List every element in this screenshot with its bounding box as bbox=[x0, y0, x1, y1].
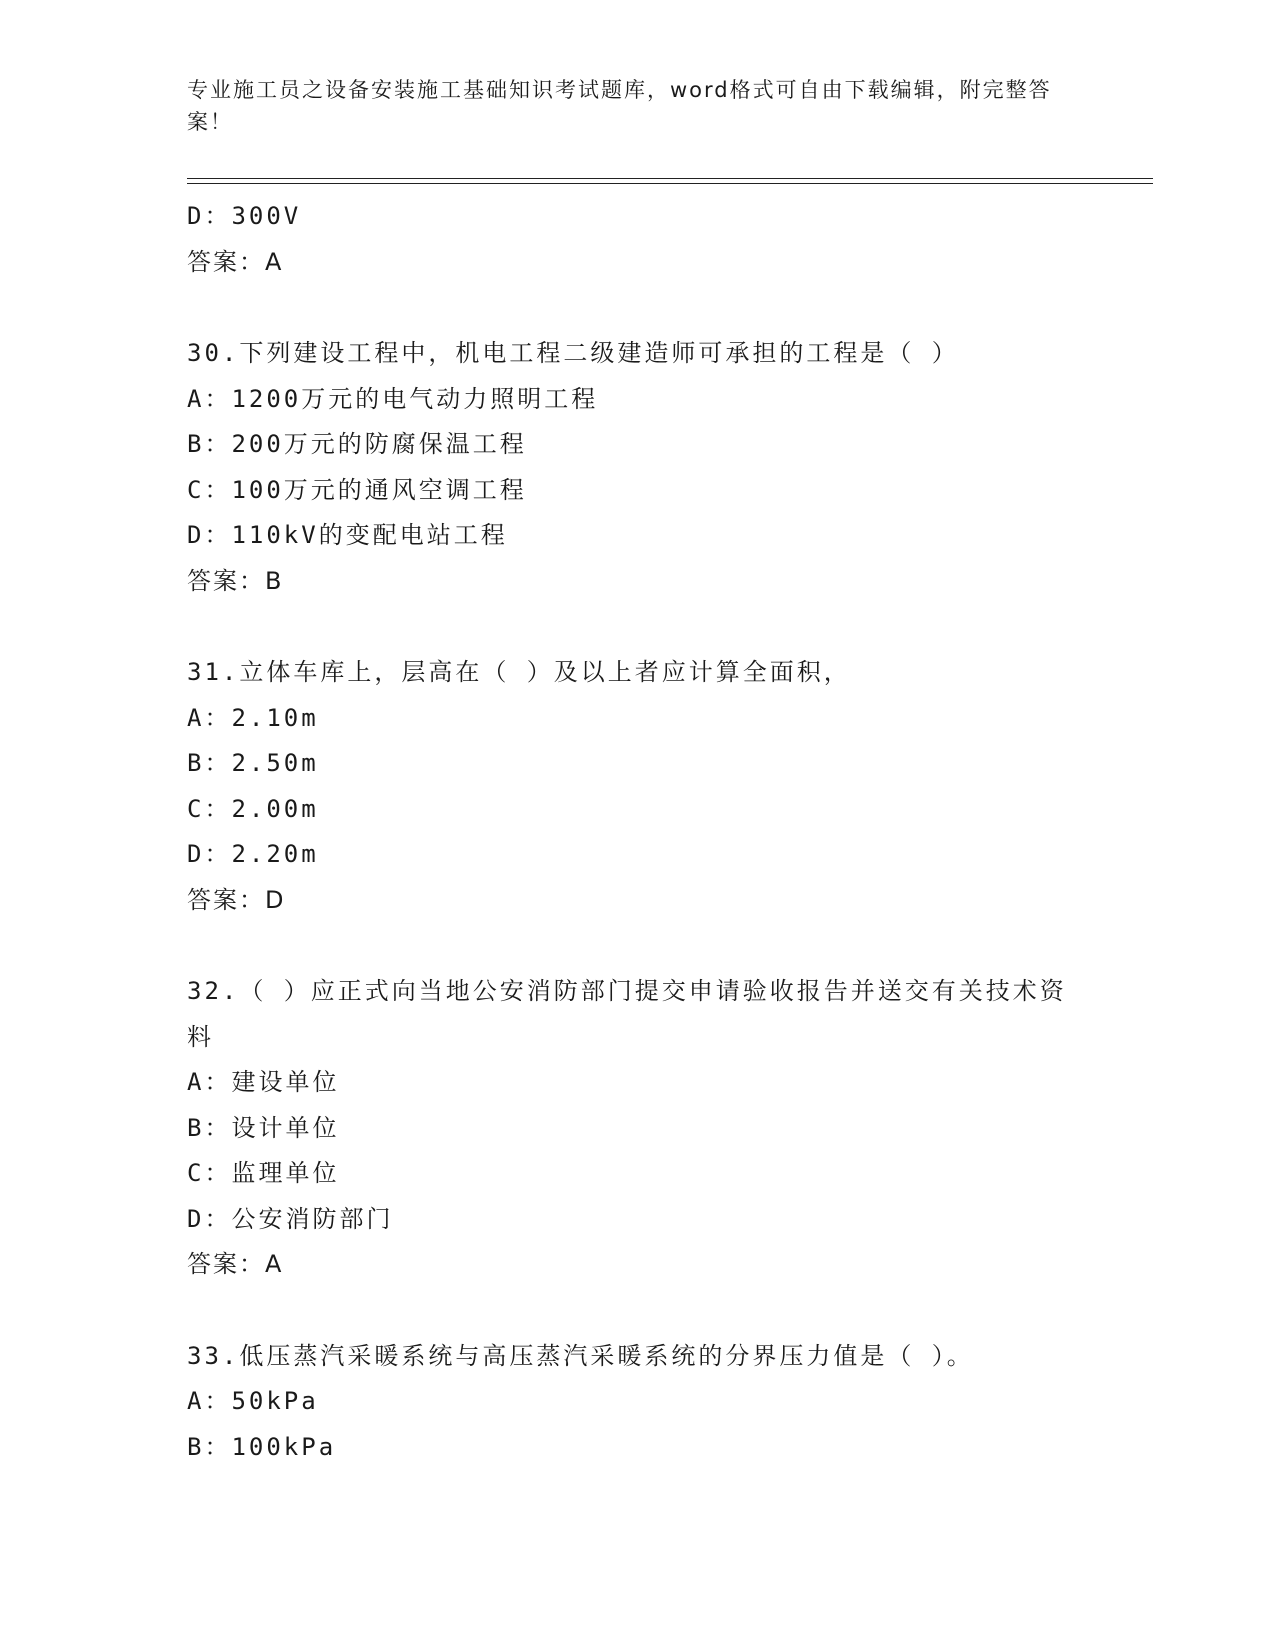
header-rule-bottom bbox=[187, 183, 1153, 184]
q30-answer: 答案：B bbox=[187, 566, 284, 595]
document-header: 专业施工员之设备安装施工基础知识考试题库，word格式可自由下载编辑，附完整答案！ bbox=[187, 78, 1052, 134]
spacer bbox=[187, 923, 1087, 969]
q31-option-b: B：2.50m bbox=[187, 749, 319, 777]
q33-option-b: B：100kPa bbox=[187, 1432, 337, 1461]
q31-answer: 答案：D bbox=[187, 885, 286, 914]
q30-option-b: B：200万元的防腐保温工程 bbox=[187, 430, 527, 458]
question-list bbox=[187, 194, 1087, 1470]
question-32: 32.（ ）应正式向当地公安消防部门提交申请验收报告并送交有关技术资料 bbox=[187, 977, 1067, 1051]
q30-option-d: D：110kV的变配电站工程 bbox=[187, 521, 508, 549]
prev-option-d: D：300V bbox=[187, 202, 302, 230]
header-rule-top bbox=[187, 178, 1153, 179]
q31-option-c: C：2.00m bbox=[187, 794, 319, 823]
q31-option-d: D：2.20m bbox=[187, 840, 319, 868]
q32-option-b: B：设计单位 bbox=[187, 1113, 340, 1142]
q31-option-a: A：2.10m bbox=[187, 703, 319, 732]
q32-answer: 答案：A bbox=[187, 1250, 284, 1278]
question-30: 30.下列建设工程中，机电工程二级建造师可承担的工程是（ ） bbox=[187, 339, 959, 367]
q33-option-a: A：50kPa bbox=[187, 1387, 319, 1415]
question-33: 33.低压蒸汽采暖系统与高压蒸汽采暖系统的分界压力值是（ ）。 bbox=[187, 1341, 974, 1370]
q32-option-a: A：建设单位 bbox=[187, 1068, 340, 1096]
q30-option-a: A：1200万元的电气动力照明工程 bbox=[187, 384, 599, 413]
prev-answer: 答案：A bbox=[187, 247, 284, 276]
spacer bbox=[187, 1288, 1087, 1334]
q32-option-d: D：公安消防部门 bbox=[187, 1204, 394, 1233]
spacer bbox=[187, 285, 1087, 331]
question-31: 31.立体车库上，层高在（ ）及以上者应计算全面积， bbox=[187, 658, 851, 686]
spacer bbox=[187, 604, 1087, 650]
q30-option-c: C：100万元的通风空调工程 bbox=[187, 475, 527, 504]
q32-option-c: C：监理单位 bbox=[187, 1159, 340, 1187]
